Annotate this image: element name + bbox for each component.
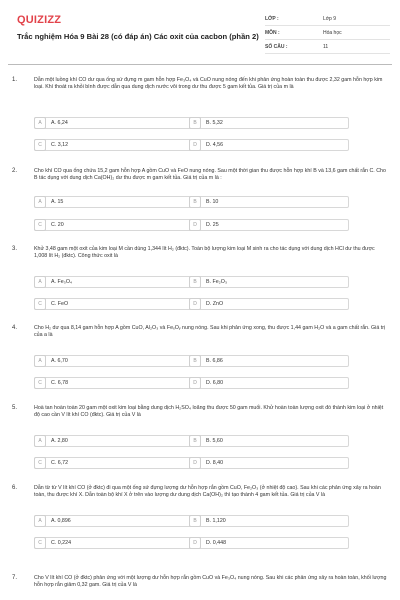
option-letter: B bbox=[189, 355, 201, 367]
option-letter: A bbox=[34, 355, 46, 367]
page-title: Trắc nghiệm Hóa 9 Bài 28 (có đáp án) Các oxit của cacbon (phần 2) bbox=[17, 32, 259, 41]
option-letter: A bbox=[34, 435, 46, 447]
option-letter: D bbox=[189, 457, 201, 469]
meta-value: Lớp 9 bbox=[323, 15, 337, 22]
question-number: 3. bbox=[12, 246, 18, 252]
option-text: D. 4,56 bbox=[206, 142, 224, 148]
option-letter: D bbox=[189, 537, 201, 549]
option-a[interactable] bbox=[34, 117, 194, 129]
option-text: A. Fe₃O₄ bbox=[51, 279, 73, 285]
option-letter: B bbox=[189, 196, 201, 208]
meta-key: MÔN : bbox=[265, 29, 280, 36]
option-text: D. 6,80 bbox=[206, 380, 224, 386]
option-d[interactable] bbox=[189, 377, 349, 389]
option-c[interactable] bbox=[34, 457, 194, 469]
meta-key: SỐ CÂU : bbox=[265, 43, 288, 50]
option-letter: A bbox=[34, 515, 46, 527]
option-b[interactable] bbox=[189, 276, 349, 288]
meta-value: 11 bbox=[323, 43, 329, 50]
option-letter: D bbox=[189, 219, 201, 231]
option-letter: A bbox=[34, 196, 46, 208]
option-a[interactable] bbox=[34, 276, 194, 288]
meta-row-count bbox=[265, 40, 390, 54]
option-text: C. 0,224 bbox=[51, 540, 72, 546]
option-d[interactable] bbox=[189, 457, 349, 469]
meta-key: LỚP : bbox=[265, 15, 279, 22]
option-c[interactable] bbox=[34, 219, 194, 231]
option-a[interactable] bbox=[34, 515, 194, 527]
option-c[interactable] bbox=[34, 377, 194, 389]
option-text: D. 25 bbox=[206, 222, 219, 228]
option-text: C. 6,78 bbox=[51, 380, 69, 386]
option-a[interactable] bbox=[34, 196, 194, 208]
option-text: C. 6,72 bbox=[51, 460, 69, 466]
question-text: Cho H₂ dư qua 8,14 gam hỗn hợp A gồm CuO, Al₂O₃ và FeₓOᵧ nung nóng. Sau khi phản ứng xong, thu được 1,44 gam H₂O và a gam chất rắn. Giá trị của a là bbox=[34, 325, 386, 339]
option-letter: C bbox=[34, 139, 46, 151]
option-text: B. 6,86 bbox=[206, 358, 223, 364]
option-text: C. FeO bbox=[51, 301, 69, 307]
meta-row-class bbox=[265, 12, 390, 26]
option-text: D. 0,448 bbox=[206, 540, 227, 546]
question-text: Dẫn một luồng khí CO dư qua ống sứ đựng m gam hỗn hợp Fe₃O₄ và CuO nung nóng đến khi phản ứng hoàn toàn thu được 2,32 gam hỗn hợp kim loại. Khí thoát ra khỏi bình được dẫn qua dung dịch nước vôi trong dư thu được 5 gam kết tủa. Giá trị của m là bbox=[34, 77, 383, 91]
question-number: 4. bbox=[12, 325, 18, 331]
header-divider bbox=[8, 64, 392, 65]
option-text: A. 2,80 bbox=[51, 438, 68, 444]
option-b[interactable] bbox=[189, 515, 349, 527]
option-letter: D bbox=[189, 377, 201, 389]
option-b[interactable] bbox=[189, 355, 349, 367]
option-d[interactable] bbox=[189, 298, 349, 310]
option-d[interactable] bbox=[189, 537, 349, 549]
option-letter: B bbox=[189, 515, 201, 527]
option-text: B. 1,120 bbox=[206, 518, 226, 524]
option-b[interactable] bbox=[189, 435, 349, 447]
question-text: Cho khí CO qua ống chứa 15,2 gam hỗn hợp A gồm CuO và FeO nung nóng. Sau một thời gian thu được hỗn hợp khí B và 13,6 gam chất rắn C. Cho B tác dụng với dung dịch Ca(OH)₂ dư thu được m gam kết tủa. Giá trị của m là : bbox=[34, 168, 386, 182]
option-d[interactable] bbox=[189, 139, 349, 151]
question-number: 2. bbox=[12, 168, 18, 174]
option-letter: D bbox=[189, 139, 201, 151]
option-c[interactable] bbox=[34, 139, 194, 151]
question-number: 1. bbox=[12, 77, 18, 83]
option-letter: C bbox=[34, 219, 46, 231]
question-number: 6. bbox=[12, 485, 18, 491]
option-a[interactable] bbox=[34, 355, 194, 367]
option-text: B. 5,32 bbox=[206, 120, 223, 126]
question-text: Hoà tan hoàn toàn 20 gam một oxit kim loại bằng dung dịch H₂SO₄ loãng thu được 50 gam muối. Khử hoàn toàn lượng oxit đó thành kim loại ở nhiệt độ cao cần V lít khí CO (đktc). Giá trị của V là bbox=[34, 405, 384, 419]
option-letter: B bbox=[189, 276, 201, 288]
option-letter: A bbox=[34, 276, 46, 288]
option-text: A. 0,896 bbox=[51, 518, 71, 524]
option-c[interactable] bbox=[34, 298, 194, 310]
option-text: B. 5,60 bbox=[206, 438, 223, 444]
option-d[interactable] bbox=[189, 219, 349, 231]
option-text: B. Fe₂O₃ bbox=[206, 279, 227, 285]
meta-row-subject bbox=[265, 26, 390, 40]
option-text: A. 6,24 bbox=[51, 120, 68, 126]
meta-value: Hóa học bbox=[323, 29, 342, 36]
option-text: C. 3,12 bbox=[51, 142, 69, 148]
option-text: B. 10 bbox=[206, 199, 219, 205]
option-letter: C bbox=[34, 377, 46, 389]
option-text: C. 20 bbox=[51, 222, 64, 228]
meta-table bbox=[265, 12, 390, 54]
option-letter: B bbox=[189, 435, 201, 447]
question-number: 7. bbox=[12, 575, 18, 581]
option-b[interactable] bbox=[189, 196, 349, 208]
option-b[interactable] bbox=[189, 117, 349, 129]
option-letter: C bbox=[34, 457, 46, 469]
option-a[interactable] bbox=[34, 435, 194, 447]
option-letter: D bbox=[189, 298, 201, 310]
option-c[interactable] bbox=[34, 537, 194, 549]
option-text: A. 15 bbox=[51, 199, 64, 205]
option-text: A. 6,70 bbox=[51, 358, 68, 364]
option-letter: C bbox=[34, 298, 46, 310]
option-text: D. ZnO bbox=[206, 301, 224, 307]
option-text: D. 8,40 bbox=[206, 460, 224, 466]
option-letter: C bbox=[34, 537, 46, 549]
option-letter: B bbox=[189, 117, 201, 129]
question-text: Cho V lít khí CO (ở đktc) phản ứng với một lượng dư hỗn hợp rắn gồm CuO và Fe₃O₄ nung nóng. Sau khi các phản ứng xảy ra hoàn toàn, khối lượng hỗn hợp rắn giảm 0,32 gam. Giá trị của V là bbox=[34, 575, 387, 589]
quizizz-logo: QUIZIZZ bbox=[17, 14, 62, 26]
question-number: 5. bbox=[12, 405, 18, 411]
question-text: Dẫn từ từ V lít khí CO (ở đktc) đi qua một ống sứ đựng lượng dư hỗn hợp rắn gồm CuO, Fe₂O₃ (ở nhiệt độ cao). Sau khi các phản ứng xảy ra hoàn toàn, thu được khí X. Dẫn toàn bộ khí X ở trên vào lượng dư dung dịch Ca(OH)₂ thì tạo thành 4 gam kết tủa. Giá trị của V là bbox=[34, 485, 381, 499]
option-letter: A bbox=[34, 117, 46, 129]
question-text: Khử 3,48 gam một oxit của kim loại M cần dùng 1,344 lít H₂ (đktc). Toàn bộ lượng kim loại M sinh ra cho tác dụng với dung dịch HCl dư thu được 1,008 lít H₂ (đktc). Công thức oxit là bbox=[34, 246, 375, 260]
